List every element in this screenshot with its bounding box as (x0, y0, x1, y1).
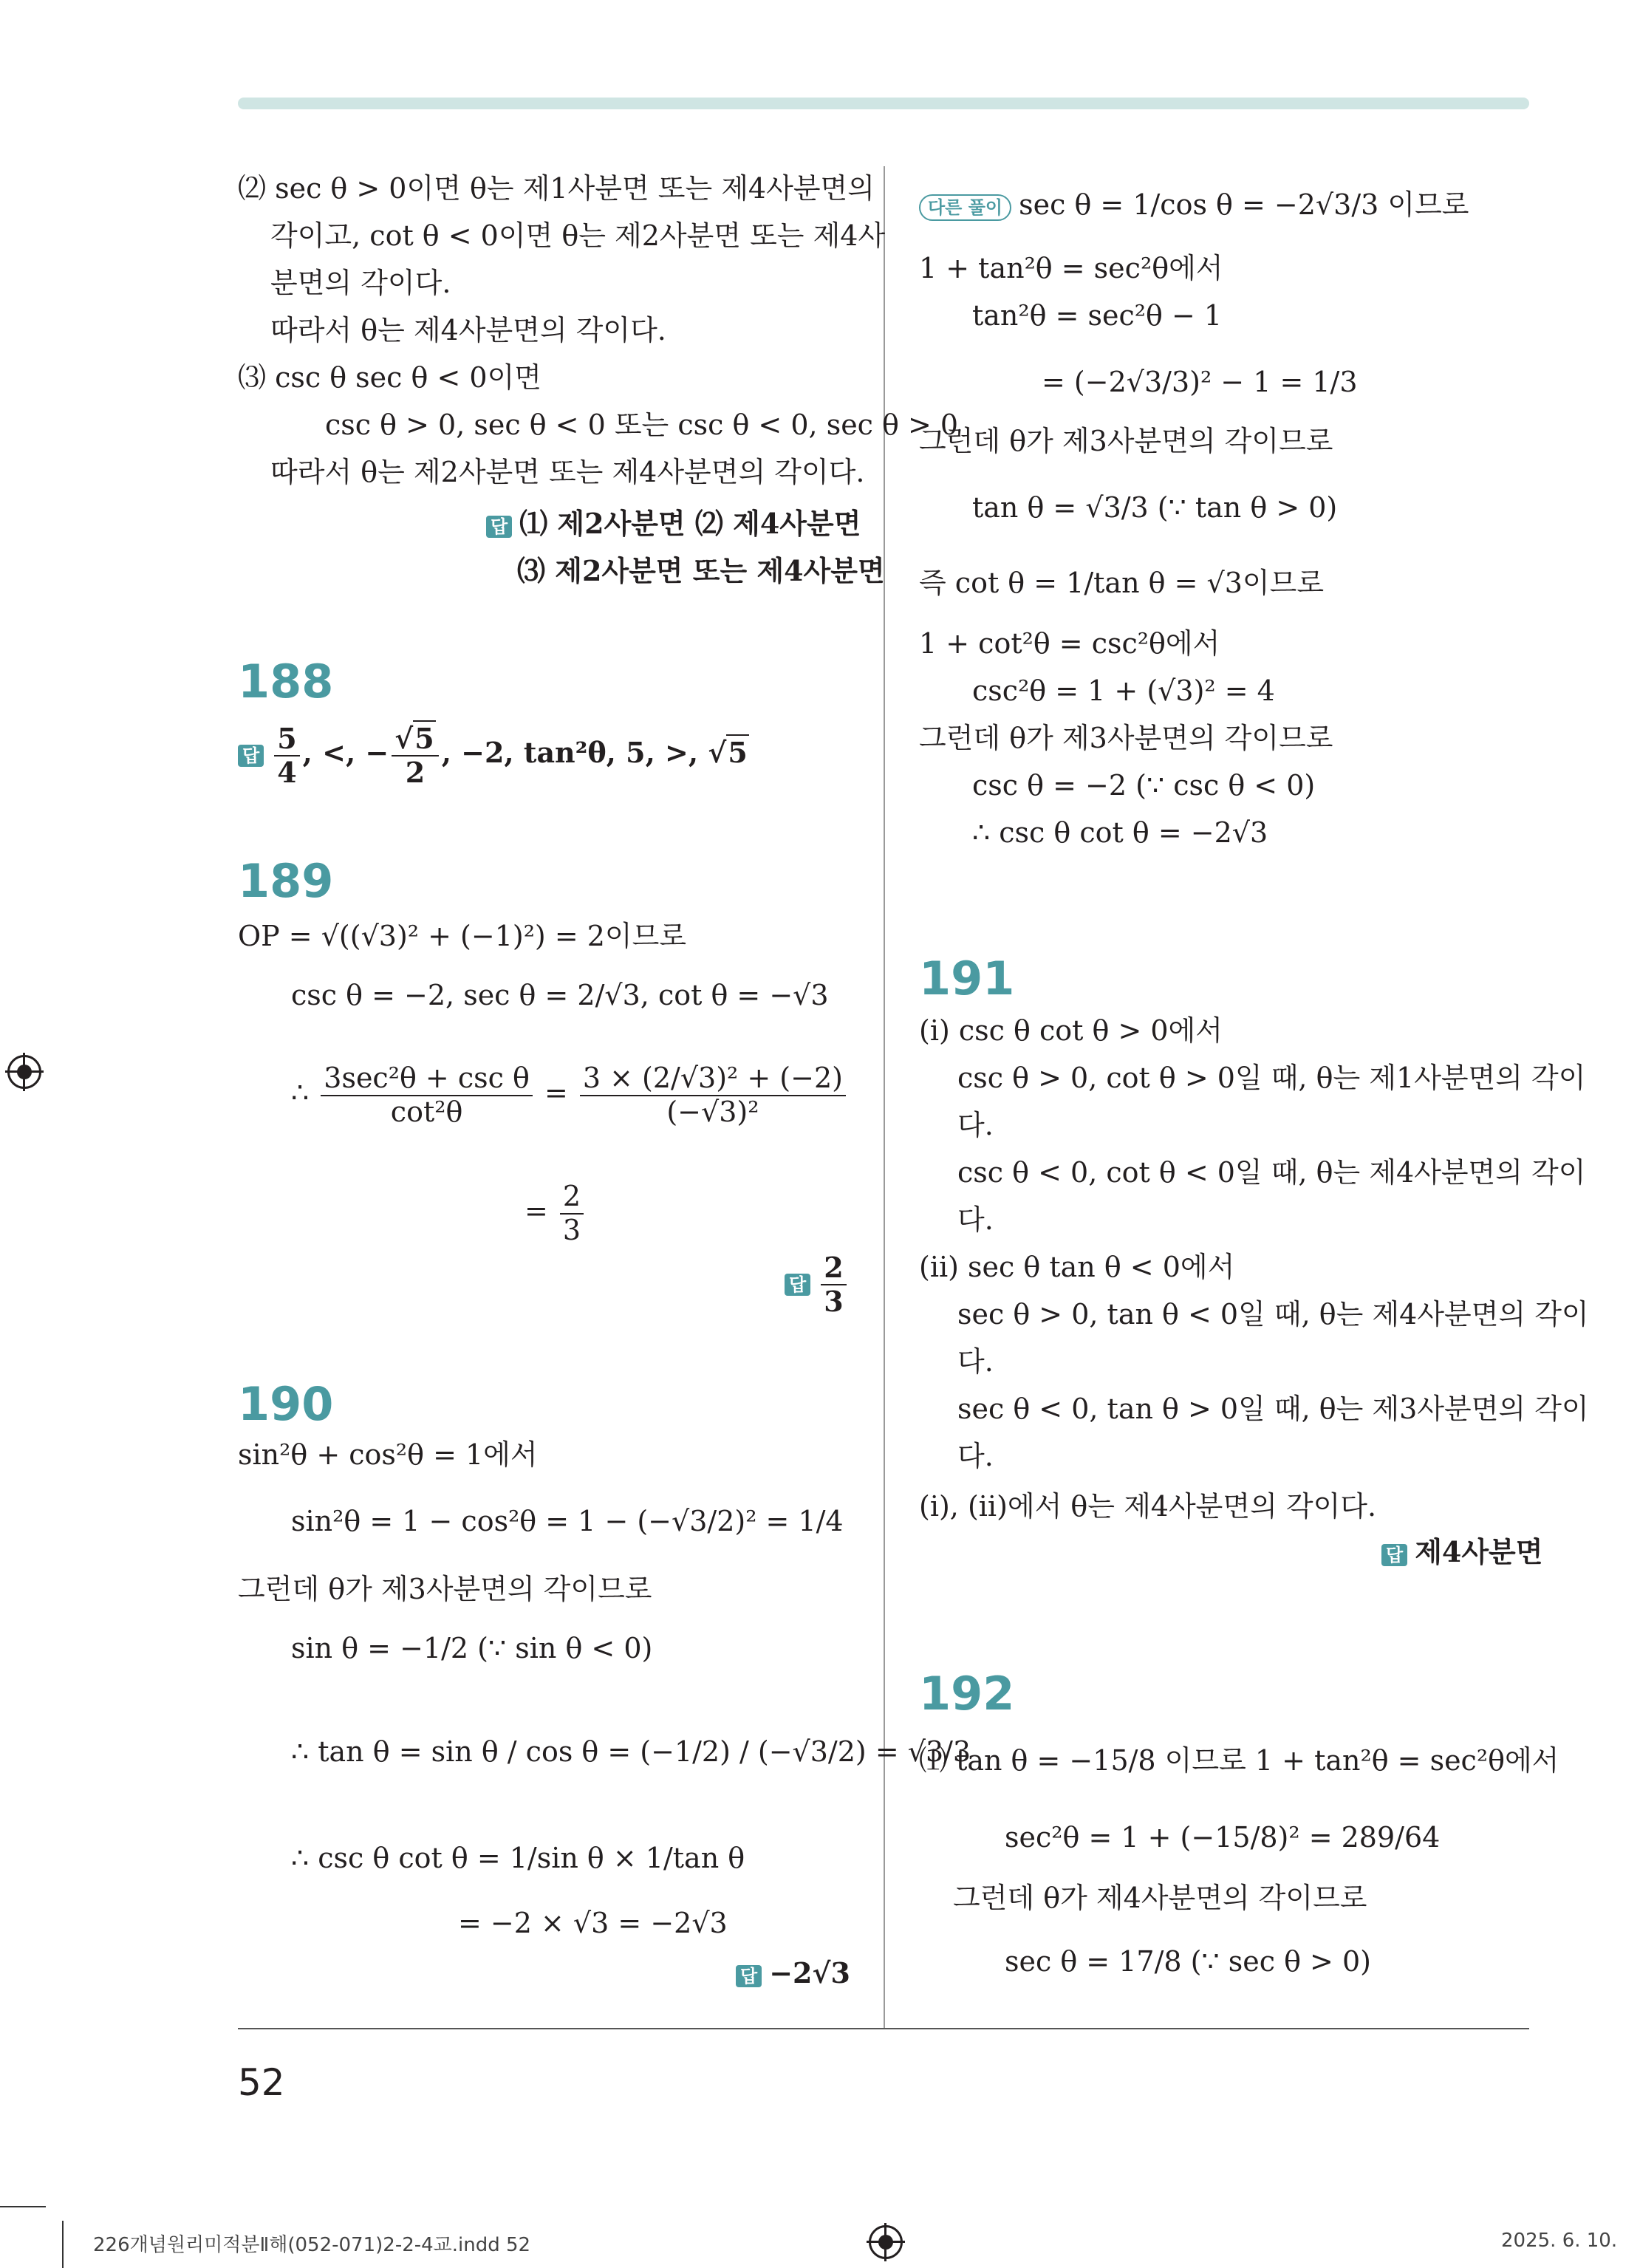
text-line: OP = √((√3)² + (−1)²) = 2이므로 (238, 920, 687, 952)
answer-badge: 답 (238, 745, 264, 767)
text-line: 그런데 θ가 제3사분면의 각이므로 (919, 722, 1333, 754)
fraction: $\frac{2}{3}$ (560, 1181, 584, 1246)
answer-badge: 답 (736, 1965, 762, 1987)
fraction: $\frac{\text{3 × (2/√3)² + (−2)}}{\text{(−√3)²}}$ (580, 1062, 846, 1128)
text-line: (ⅰ) csc θ cot θ > 0에서 (919, 1014, 1223, 1047)
answer-badge: 답 (785, 1274, 810, 1296)
equation: sin θ = −1/2 (∵ sin θ < 0) (291, 1632, 653, 1664)
equation: = (−2√3/3)² − 1 = 1/3 (1042, 366, 1358, 398)
equation: ∴ $\frac{\text{3sec²θ + csc θ}}{\text{cot²θ}}$ = $\frac{\text{3 × (2/√3)² + (−2)}}{\text{(−√3)²}}$ (291, 1062, 849, 1128)
answer-line: 답 $\frac{5}{4}$ , <, − √ $\frac{5}{2}$ , −2, tan²θ, 5, >, √ 5 (238, 723, 749, 788)
text-line: 그런데 θ가 제3사분면의 각이므로 (238, 1573, 652, 1605)
text-line: csc θ > 0, cot θ > 0일 때, θ는 제1사분면의 각이 (957, 1062, 1586, 1094)
equation: sec θ = 17/8 (∵ sec θ > 0) (1005, 1945, 1371, 1978)
trim-mark (62, 2221, 64, 2268)
answer-line (785, 1251, 850, 1317)
equation: sin²θ = 1 − cos²θ = 1 − (−√3/2)² = 1/4 (291, 1505, 844, 1537)
text-line: 그런데 θ가 제4사분면의 각이므로 (953, 1882, 1367, 1914)
registration-mark-icon (7, 1055, 41, 1089)
text-line: 1 + tan²θ = sec²θ에서 (919, 252, 1223, 284)
bottom-rule (238, 2028, 1529, 2029)
text-line: (ⅱ) sec θ tan θ < 0에서 (919, 1251, 1235, 1283)
answer-badge: 답 (486, 516, 512, 538)
equation: tan²θ = sec²θ − 1 (972, 299, 1223, 332)
text-line: 분면의 각이다. (270, 267, 451, 299)
problem-number: 191 (919, 952, 1015, 1005)
trim-mark (0, 2206, 46, 2207)
equation: ∴ tan θ = sin θ / cos θ = (−1/2) / (−√3/2) = √3/3 (291, 1735, 971, 1768)
equation: = $\frac{2}{3}$ (525, 1181, 587, 1246)
problem-number: 188 (238, 655, 334, 708)
equation: ∴ csc θ cot θ = −2√3 (972, 816, 1268, 849)
text-line: 다. (957, 1345, 994, 1378)
text-line: sin²θ + cos²θ = 1에서 (238, 1438, 538, 1471)
text-line: csc θ < 0, cot θ < 0일 때, θ는 제4사분면의 각이 (957, 1156, 1586, 1189)
text-line: 다. (957, 1203, 994, 1236)
text-line: (ⅰ), (ⅱ)에서 θ는 제4사분면의 각이다. (919, 1490, 1377, 1523)
text-line: 따라서 θ는 제4사분면의 각이다. (270, 314, 666, 346)
answer-line: 답 ⑴ 제2사분면 ⑵ 제4사분면 (486, 510, 861, 538)
registration-mark-icon (869, 2225, 903, 2259)
equation: sec²θ = 1 + (−15/8)² = 289/64 (1005, 1821, 1441, 1854)
alt-solution-tag: 다른 풀이 (919, 194, 1011, 221)
equation: = −2 × √3 = −2√3 (458, 1907, 728, 1939)
equation: csc²θ = 1 + (√3)² = 4 (972, 674, 1275, 707)
text-line: 다. (957, 1109, 994, 1141)
fraction: $\frac{5}{4}$ (274, 723, 299, 788)
sqrt: √ 5 (708, 739, 748, 767)
equation: csc θ = −2 (∵ csc θ < 0) (972, 769, 1316, 802)
page-number: 52 (238, 2061, 285, 2104)
text-line: 다른 풀이 sec θ = 1/cos θ = −2√3/3 이므로 (919, 191, 1469, 221)
problem-number: 192 (919, 1667, 1015, 1721)
fraction: √ $\frac{5}{2}$ (392, 723, 438, 788)
text-line: sec θ > 0, tan θ < 0일 때, θ는 제4사분면의 각이 (957, 1298, 1589, 1331)
fraction: $\frac{2}{3}$ (821, 1251, 846, 1317)
text-line: 다. (957, 1440, 994, 1472)
problem-number: 190 (238, 1377, 334, 1431)
equation: 즉 cot θ = 1/tan θ = √3이므로 (919, 567, 1325, 599)
text-line: 각이고, cot θ < 0이면 θ는 제2사분면 또는 제4사 (270, 219, 886, 252)
equation: tan θ = √3/3 (∵ tan θ > 0) (972, 491, 1338, 524)
text-line: 따라서 θ는 제2사분면 또는 제4사분면의 각이다. (270, 456, 865, 488)
text-line: csc θ > 0, sec θ < 0 또는 csc θ < 0, sec θ > 0 (325, 409, 959, 441)
equation: ⑴ tan θ = −15/8 이므로 1 + tan²θ = sec²θ에서 (919, 1744, 1559, 1777)
answer-badge: 답 (1381, 1544, 1407, 1566)
top-decorative-bar (238, 98, 1529, 109)
problem-number: 189 (238, 854, 334, 908)
fraction: $\frac{\text{3sec²θ + csc θ}}{\text{cot²θ}}$ (321, 1062, 533, 1128)
equation: ∴ csc θ cot θ = 1/sin θ × 1/tan θ (291, 1842, 745, 1874)
answer-line: 답 −2√3 (736, 1959, 850, 1987)
answer-line: 답 제4사분면 (1381, 1538, 1542, 1566)
text-line: 그런데 θ가 제3사분면의 각이므로 (919, 425, 1333, 457)
text-line: sec θ < 0, tan θ > 0일 때, θ는 제3사분면의 각이 (957, 1393, 1589, 1425)
answer-line: ⑶ 제2사분면 또는 제4사분면 (517, 554, 885, 587)
text-line: 1 + cot²θ = csc²θ에서 (919, 627, 1220, 660)
text-line: ⑵ sec θ > 0이면 θ는 제1사분면 또는 제4사분면의 (238, 172, 875, 205)
footer-filename: 226개념원리미적분Ⅱ해(052-071)2-2-4교.indd 52 (93, 2234, 531, 2256)
text-line: csc θ = −2, sec θ = 2/√3, cot θ = −√3 (291, 979, 829, 1011)
text-line: ⑶ csc θ sec θ < 0이면 (238, 361, 542, 394)
footer-date: 2025. 6. 10. (1501, 2230, 1618, 2252)
